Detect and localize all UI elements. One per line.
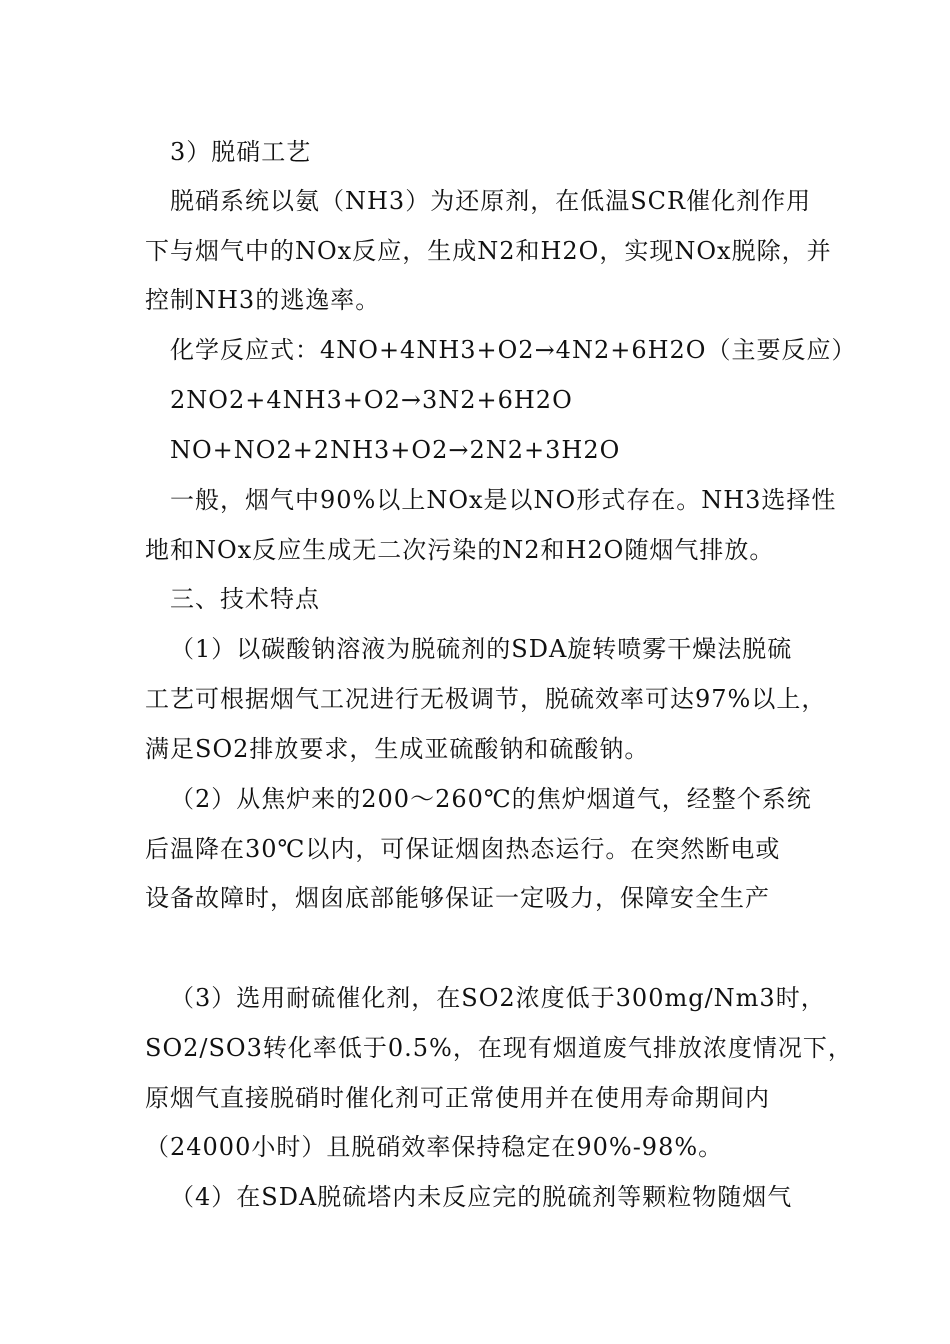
section-heading-denitration: 3）脱硝工艺 — [170, 138, 312, 166]
reaction-equation: NO+NO2+2NH3+O2→2N2+3H2O — [170, 436, 621, 464]
paragraph-line: 脱硝系统以氨（NH3）为还原剂，在低温SCR催化剂作用 — [170, 187, 812, 215]
paragraph-line: （4）在SDA脱硫塔内未反应完的脱硫剂等颗粒物随烟气 — [170, 1183, 793, 1211]
paragraph-line: 下与烟气中的NOx反应，生成N2和H2O，实现NOx脱除，并 — [145, 237, 832, 265]
paragraph-line: （1）以碳酸钠溶液为脱硫剂的SDA旋转喷雾干燥法脱硫 — [170, 635, 793, 663]
paragraph-line: SO2/SO3转化率低于0.5%，在现有烟道废气排放浓度情况下， — [145, 1034, 853, 1062]
paragraph-line: 一般，烟气中90%以上NOx是以NO形式存在。NH3选择性 — [170, 486, 837, 514]
section-heading-features: 三、技术特点 — [170, 585, 320, 613]
paragraph-line: （24000小时）且脱硝效率保持稳定在90%-98%。 — [145, 1133, 724, 1161]
paragraph-line: 满足SO2排放要求，生成亚硫酸钠和硫酸钠。 — [145, 735, 650, 763]
paragraph-line: 原烟气直接脱硝时催化剂可正常使用并在使用寿命期间内 — [145, 1084, 770, 1112]
paragraph-line: 地和NOx反应生成无二次污染的N2和H2O随烟气排放。 — [145, 536, 775, 564]
reaction-equation-main: 化学反应式：4NO+4NH3+O2→4N2+6H2O（主要反应） — [170, 336, 857, 364]
paragraph-line: 后温降在30℃以内，可保证烟囱热态运行。在突然断电或 — [145, 835, 781, 863]
reaction-equation: 2NO2+4NH3+O2→3N2+6H2O — [170, 386, 573, 414]
paragraph-line: 工艺可根据烟气工况进行无极调节，脱硫效率可达97%以上， — [145, 685, 827, 713]
paragraph-line: 控制NH3的逃逸率。 — [145, 286, 381, 314]
paragraph-line: （2）从焦炉来的200～260℃的焦炉烟道气，经整个系统 — [170, 785, 812, 813]
paragraph-line: （3）选用耐硫催化剂，在SO2浓度低于300mg/Nm3时， — [170, 984, 826, 1012]
paragraph-line: 设备故障时，烟囱底部能够保证一定吸力，保障安全生产 — [145, 884, 770, 912]
